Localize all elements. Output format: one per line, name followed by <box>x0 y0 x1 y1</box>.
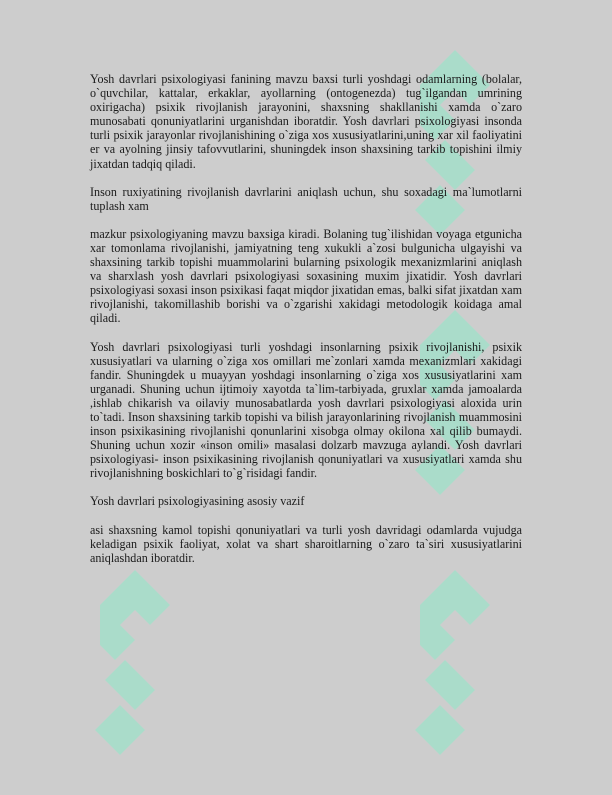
watermark-logo-icon <box>395 560 515 790</box>
paragraph-vazif: Yosh davrlari psixologiyasining asosiy vazif <box>90 494 305 509</box>
watermark-logo <box>395 560 515 790</box>
watermark-logo-icon <box>75 560 195 790</box>
paragraph-inson-ruxiyati: Inson ruxiyatining rivojlanish davrlarini aniqlash uchun, shu soxadagi ma`lumotlarni tuplash xam <box>90 184 522 213</box>
watermark-logo <box>75 560 195 790</box>
paragraph-asosiy: asi shaxsning kamol topishi qonuniyatlari va turli yosh davridagi odamlarda vujudga keladigan psixik faoliyat, xolat va shart sharoitlarning o`zaro ta`siri xususiyatlarini aniqlashdan iboratdir. <box>90 522 522 565</box>
paragraph-fandir: Yosh davrlari psixologiyasi turli yoshdagi insonlarning psixik rivojlanishi, psixik xususiyatlari va ularning o`ziga xos omillari me`zonlari xamda mexanizmlari xakidagi fandir. Shuningdek u muayyan yoshdagi insonlarning o`ziga xos xususiyatlarini xam urganadi. Shuning uchun ijtimoiy xayotda ta`lim-tarbiyada, gruxlar xamda jamoalarda ,ishlab chikarish va oilaviy munosabatlarda yosh davrlari psixologiyasi aloxida urin to`tadi. Inson shaxsining tarkib topishi va bilish jarayonlarining rivojlanish muammosini inson psixikasining rivojlanishi qonunlarini xisobga olmay okilona xal qilib bumaydi. Shuning uchun xozir «inson omili» masalasi dolzarb mavzuga aylandi. Yosh davrlari psixologiyasi- inson psixikasining rivojlanish qonuniyatlari va xususiyatlari xamda shu rivojlanishning boskichlari to`g`risidagi fandir. <box>90 339 522 481</box>
document-body <box>90 72 522 565</box>
paragraph-mazkur: mazkur psixologiyaning mavzu baxsiga kiradi. Bolaning tug`ilishidan voyaga etgunicha xar tomonlama rivojlanishi, jamiyatning teng xukukli a`zosi bulgunicha ulgayishi va shaxsining tarkib topishi muammolarini bularning psixologik mexanizmlarini aniqlash va sharxlash yosh davrlari psixologiyasi soxasining muxim jixatidir. Yosh davrlari psixologiyasi soxasi inson psixikasi faqat miqdor jixatidan emas, balki sifat jixatdan xam rivojlanishi, takomillashib borishi va o`zgarishi xakidagi metodologik koidaga amal qiladi. <box>90 226 522 326</box>
paragraph-intro: Yosh davrlari psixologiyasi fanining mavzu baxsi turli yoshdagi odamlarning (bolalar, o`quvchilar, kattalar, erkaklar, ayollarning (ontogenezda) tug`ilgandan umrining oxirigacha) psixik rivojlanish jarayonini, shaxsning shakllanishi xamda o`zaro munosabati qonuniyatlarini urganishdan iboratdir. Yosh davrlari psixologiyasi insonda turli psixik jarayonlar rivojlanishining o`ziga xos xususiyatlarini,uning xar xil faoliyatini er va ayolning jinsiy tafovvutlarini, shuningdek inson shaxsining tarkib topishini ilmiy jixatdan tadqiq qiladi. <box>90 72 522 171</box>
